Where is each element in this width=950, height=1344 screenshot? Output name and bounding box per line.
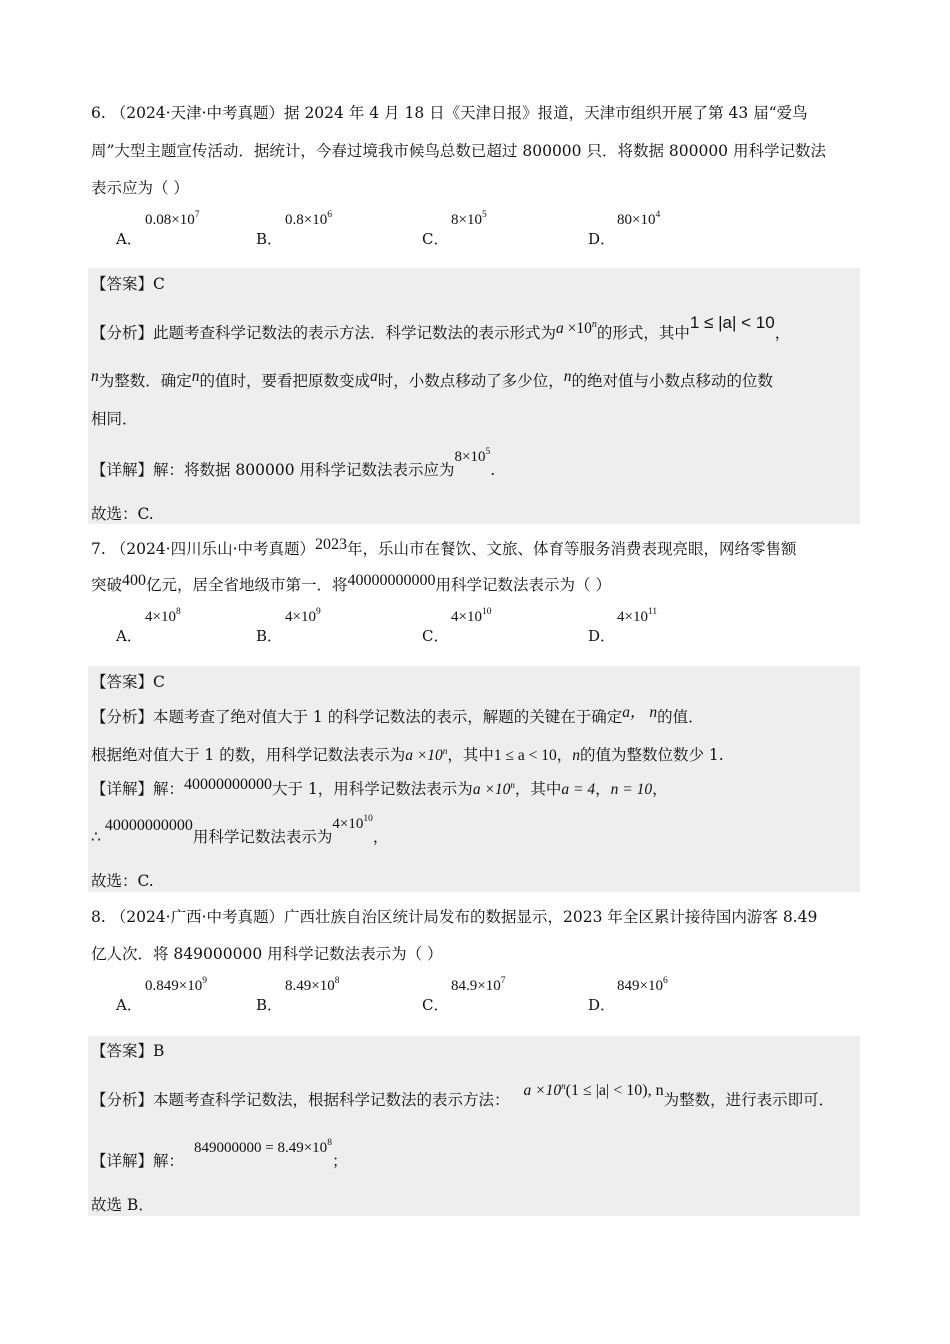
option-coef: 84.9	[451, 978, 478, 994]
q8-answer: 【答案】B	[91, 1042, 165, 1060]
q8-solution-panel	[88, 1036, 860, 1216]
var-n: n	[510, 780, 515, 790]
q6-stem-line-1: 6. （2024·天津·中考真题）据 2024 年 4 月 18 日《天津日报》报道，天津市组织开展了第 43 届“爱鸟	[91, 104, 808, 122]
q7-stem-line-2	[91, 574, 611, 597]
option-times: ×10	[624, 609, 648, 625]
option-expression	[617, 210, 660, 229]
q6-options	[116, 210, 736, 250]
option-times: ×10	[311, 978, 335, 994]
a-value: a = 4	[561, 781, 596, 799]
q8-stem-line-2: 亿人次．将 849000000 用科学记数法表示为（ ）	[91, 945, 443, 963]
q7-stem-line-1	[91, 538, 797, 561]
expr-exp: 10	[363, 814, 373, 824]
therefore-symbol: ∴	[91, 828, 101, 846]
var-n: n	[572, 747, 580, 765]
option-expression	[451, 976, 505, 995]
option-times: ×10	[458, 609, 482, 625]
detail-text: ；	[331, 1152, 348, 1170]
option-coef: 80	[617, 212, 632, 228]
option-exp: 8	[334, 976, 340, 986]
expr-base: 8×10	[454, 449, 486, 465]
times-ten: ×10	[563, 320, 592, 338]
option-coef: 0.849	[145, 978, 179, 994]
option-times: ×10	[477, 978, 501, 994]
q6-choice: 故选：C.	[91, 505, 154, 523]
option-coef: 849	[617, 978, 640, 994]
option-exp: 9	[202, 976, 207, 986]
option-expression	[285, 607, 321, 626]
q6-analysis-line-1	[91, 313, 791, 345]
stem-number: 400	[122, 572, 147, 589]
stem-number: 2023	[315, 536, 348, 553]
option-coef: 0.8	[285, 212, 304, 228]
option-coef: 4	[451, 609, 459, 625]
q8-stem-line-1: 8. （2024·广西·中考真题）广西壮族自治区统计局发布的数据显示，2023 年全区累计接待国内游客 8.49	[91, 908, 818, 926]
var-n: n	[91, 368, 99, 385]
option-letter: A．	[116, 996, 142, 1014]
option-letter: A．	[116, 627, 142, 645]
option-exp: 5	[481, 210, 487, 220]
option-expression	[451, 607, 491, 626]
detail-text: ，其中	[514, 780, 562, 799]
analysis-text: 为整数，进行表示即可．	[663, 1091, 835, 1110]
range-expression: 1 ≤ a < 10	[493, 747, 557, 765]
option-exp: 7	[500, 976, 506, 986]
form-a-times-ten: a ×10	[405, 747, 443, 765]
option-exp: 8	[175, 607, 181, 617]
analysis-form	[524, 1082, 664, 1099]
option-letter: D．	[588, 996, 616, 1014]
detail-text: ，	[372, 828, 389, 846]
analysis-text: 【分析】此题考查科学记数法的表示方法．科学记数法的表示形式为	[91, 324, 557, 343]
option-expression	[617, 976, 668, 995]
detail-expression	[455, 449, 491, 465]
q7-options	[116, 607, 736, 647]
option-letter: A．	[116, 230, 142, 248]
option-letter: C．	[422, 627, 449, 645]
q6-analysis-line-3: 相同．	[91, 410, 138, 428]
option-letter: B．	[256, 627, 283, 645]
vars-a-n: a， n	[622, 704, 658, 721]
q8-options	[116, 976, 736, 1016]
option-letter: B．	[256, 996, 283, 1014]
detail-text: 【详解】解：	[91, 1152, 185, 1170]
option-exp: 9	[315, 607, 321, 617]
detail-expression	[194, 1140, 332, 1156]
detail-text: 【详解】解：	[91, 780, 185, 799]
var-n: n	[442, 746, 448, 756]
analysis-text: 根据绝对值大于 1 的数，用科学记数法表示为	[91, 746, 406, 765]
option-letter: B．	[256, 230, 283, 248]
option-exp: 6	[662, 976, 668, 986]
option-expression	[145, 210, 199, 229]
option-times: ×10	[152, 609, 176, 625]
var-n: n	[563, 368, 572, 385]
var-n: n	[191, 368, 200, 385]
option-expression	[145, 607, 181, 626]
analysis-text: 的值为整数位数少 1.	[579, 746, 724, 765]
option-exp: 11	[647, 607, 658, 617]
option-expression	[285, 210, 332, 229]
analysis-text: ，	[556, 746, 573, 765]
expr-exp: 8	[327, 1138, 332, 1148]
option-letter: D．	[588, 627, 616, 645]
option-exp: 10	[481, 607, 492, 617]
q6-analysis-line-2	[91, 370, 773, 393]
form-a-times-ten: a ×10	[523, 1082, 562, 1100]
analysis-text: 时，小数点移动了多少位，	[377, 372, 564, 390]
option-times: ×10	[458, 212, 482, 228]
option-expression	[145, 976, 207, 995]
stem-text: 年，乐山市在餐饮、文旅、体育等服务消费表现亮眼，网络零售额	[347, 540, 797, 558]
stem-text: 亿元，居全省地级市第一．将	[146, 576, 348, 594]
form-a-times-ten: a ×10	[472, 781, 511, 799]
option-expression	[451, 210, 487, 229]
var-a: a	[370, 368, 378, 385]
var-a: a	[556, 320, 564, 338]
analysis-text: 【分析】本题考查了绝对值大于 1 的科学记数法的表示，解题的关键在于确定	[91, 708, 623, 726]
analysis-text: 的绝对值与小数点移动的位数	[571, 372, 774, 390]
option-coef: 8.49	[285, 978, 312, 994]
q6-stem-line-3: 表示应为（ ）	[91, 179, 189, 197]
q7-answer: 【答案】C	[91, 673, 165, 691]
q7-choice: 故选：C.	[91, 872, 154, 890]
analysis-text: 【分析】本题考查科学记数法，根据科学记数法的表示方法：	[91, 1091, 510, 1110]
stem-text: 7. （2024·四川乐山·中考真题）	[91, 540, 316, 558]
option-times: ×10	[303, 212, 328, 228]
option-exp: 4	[655, 210, 661, 220]
analysis-text: 为整数．确定	[98, 372, 192, 390]
q6-stem-line-2: 周”大型主题宣传活动．据统计，今春过境我市候鸟总数已超过 800000 只．将数据 800000 用科学记数法	[91, 142, 826, 160]
q8-analysis	[91, 1081, 835, 1112]
option-times: ×10	[171, 212, 195, 228]
detail-text: ，	[652, 780, 668, 799]
stem-number: 40000000000	[347, 572, 436, 589]
expr-exp: 5	[485, 447, 491, 457]
detail-expression	[332, 816, 372, 832]
detail-text: 大于 1，用科学记数法表示为	[272, 780, 473, 799]
n-value: n = 10	[610, 781, 653, 799]
analysis-text: 的形式，其中	[596, 324, 690, 343]
detail-text: .	[490, 461, 496, 479]
option-expression	[285, 976, 339, 995]
stem-text: 突破	[91, 576, 123, 594]
expr-base: 849000000 = 8.49×10	[194, 1140, 328, 1156]
option-times: ×10	[632, 212, 656, 228]
option-exp: 6	[327, 210, 332, 220]
analysis-text: 的值．	[657, 708, 704, 726]
option-exp: 7	[194, 210, 200, 220]
q6-detail	[91, 447, 496, 482]
q7-detail-line-2	[91, 814, 389, 849]
detail-text: 用科学记数法表示为	[192, 828, 333, 846]
detail-number: 40000000000	[104, 817, 193, 834]
detail-number: 40000000000	[184, 776, 273, 794]
option-times: ×10	[292, 609, 316, 625]
q6-solution-panel	[88, 268, 860, 524]
option-coef: 4	[617, 609, 625, 625]
stem-text: 用科学记数法表示为（ ）	[435, 576, 611, 594]
q6-answer: 【答案】C	[91, 275, 165, 293]
analysis-text: ，	[774, 324, 791, 343]
option-coef: 4	[145, 609, 153, 625]
q7-analysis-line-2	[91, 740, 724, 767]
option-times: ×10	[178, 978, 203, 994]
expr-base: 4×10	[332, 816, 364, 832]
option-times: ×10	[639, 978, 663, 994]
option-letter: C．	[422, 230, 449, 248]
var-n: n	[561, 1081, 566, 1091]
range-expression: 1 ≤ |a| < 10	[689, 313, 775, 333]
option-letter: D．	[588, 230, 616, 248]
option-coef: 0.08	[145, 212, 172, 228]
detail-text: 【详解】解：将数据 800000 用科学记数法表示应为	[91, 461, 455, 479]
option-coef: 4	[285, 609, 293, 625]
q8-detail	[91, 1138, 348, 1173]
detail-text: ，	[595, 780, 611, 799]
range-expression: (1 ≤ |a| < 10), n	[565, 1082, 664, 1100]
option-coef: 8	[451, 212, 459, 228]
analysis-text: ，其中	[447, 746, 494, 765]
q7-detail-line-1	[91, 774, 668, 801]
option-letter: C．	[422, 996, 449, 1014]
option-expression	[617, 607, 657, 626]
q8-choice: 故选 B．	[91, 1196, 154, 1214]
analysis-text: 的值时，要看把原数变成	[199, 372, 371, 390]
var-n: n	[591, 319, 597, 330]
q7-analysis-line-1	[91, 706, 704, 729]
